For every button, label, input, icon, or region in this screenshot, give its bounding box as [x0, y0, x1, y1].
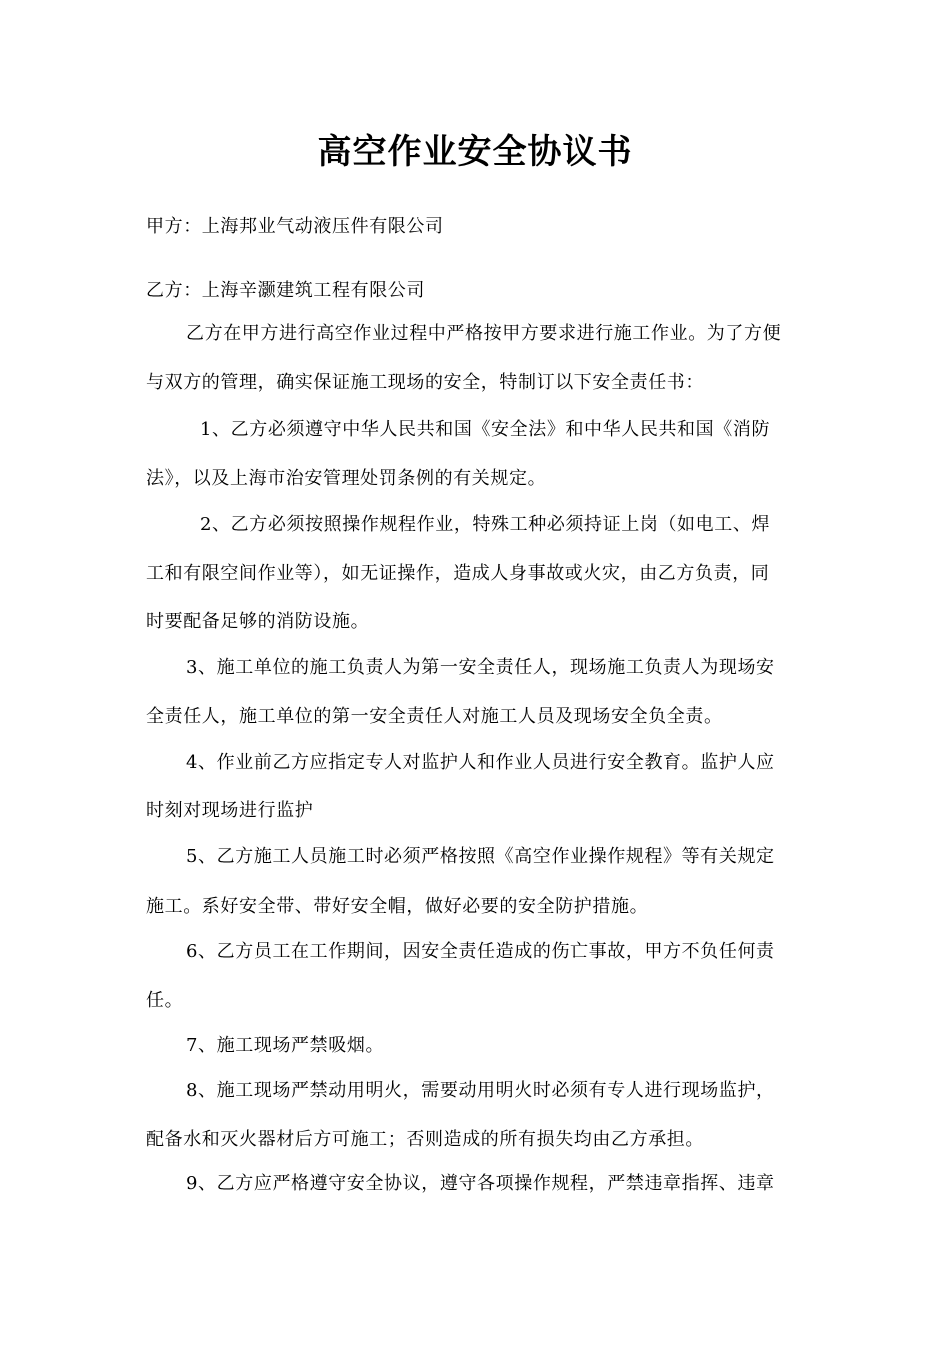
clause-2-line: 2、乙方必须按照操作规程作业，特殊工种必须持证上岗（如电工、焊: [200, 514, 771, 535]
clause-4-line: 时刻对现场进行监护: [146, 800, 314, 821]
party-b-line: 乙方：上海辛灏建筑工程有限公司: [146, 280, 425, 301]
clause-6-line: 任。: [146, 990, 184, 1011]
clause-1-line: 法》，以及上海市治安管理处罚条例的有关规定。: [146, 468, 547, 489]
clause-5-line: 施工。系好安全带、带好安全帽，做好必要的安全防护措施。: [146, 896, 649, 917]
clause-9-line: 9、乙方应严格遵守安全协议，遵守各项操作规程，严禁违章指挥、违章: [186, 1173, 775, 1194]
document-title: 高空作业安全协议书: [317, 132, 633, 172]
clause-2-line: 时要配备足够的消防设施。: [146, 611, 370, 632]
clause-7-line: 7、施工现场严禁吸烟。: [186, 1035, 385, 1056]
clause-1-line: 1、乙方必须遵守中华人民共和国《安全法》和中华人民共和国《消防: [200, 419, 771, 440]
clause-3-line: 全责任人，施工单位的第一安全责任人对施工人员及现场安全负全责。: [146, 706, 723, 727]
clause-5-line: 5、乙方施工人员施工时必须严格按照《高空作业操作规程》等有关规定: [186, 846, 775, 867]
clause-6-line: 6、乙方员工在工作期间，因安全责任造成的伤亡事故，甲方不负任何责: [186, 941, 775, 962]
clause-4-line: 4、作业前乙方应指定专人对监护人和作业人员进行安全教育。监护人应: [186, 752, 775, 773]
clause-8-line: 配备水和灭火器材后方可施工；否则造成的所有损失均由乙方承担。: [146, 1129, 704, 1150]
intro-line: 与双方的管理，确实保证施工现场的安全，特制订以下安全责任书：: [146, 372, 704, 393]
clause-2-line: 工和有限空间作业等），如无证操作，造成人身事故或火灾，由乙方负责，同: [146, 563, 770, 584]
clause-3-line: 3、施工单位的施工负责人为第一安全责任人，现场施工负责人为现场安: [186, 657, 775, 678]
clause-8-line: 8、施工现场严禁动用明火，需要动用明火时必须有专人进行现场监护，: [186, 1080, 775, 1101]
party-a-line: 甲方：上海邦业气动液压件有限公司: [146, 216, 444, 237]
intro-line: 乙方在甲方进行高空作业过程中严格按甲方要求进行施工作业。为了方便: [186, 323, 782, 344]
